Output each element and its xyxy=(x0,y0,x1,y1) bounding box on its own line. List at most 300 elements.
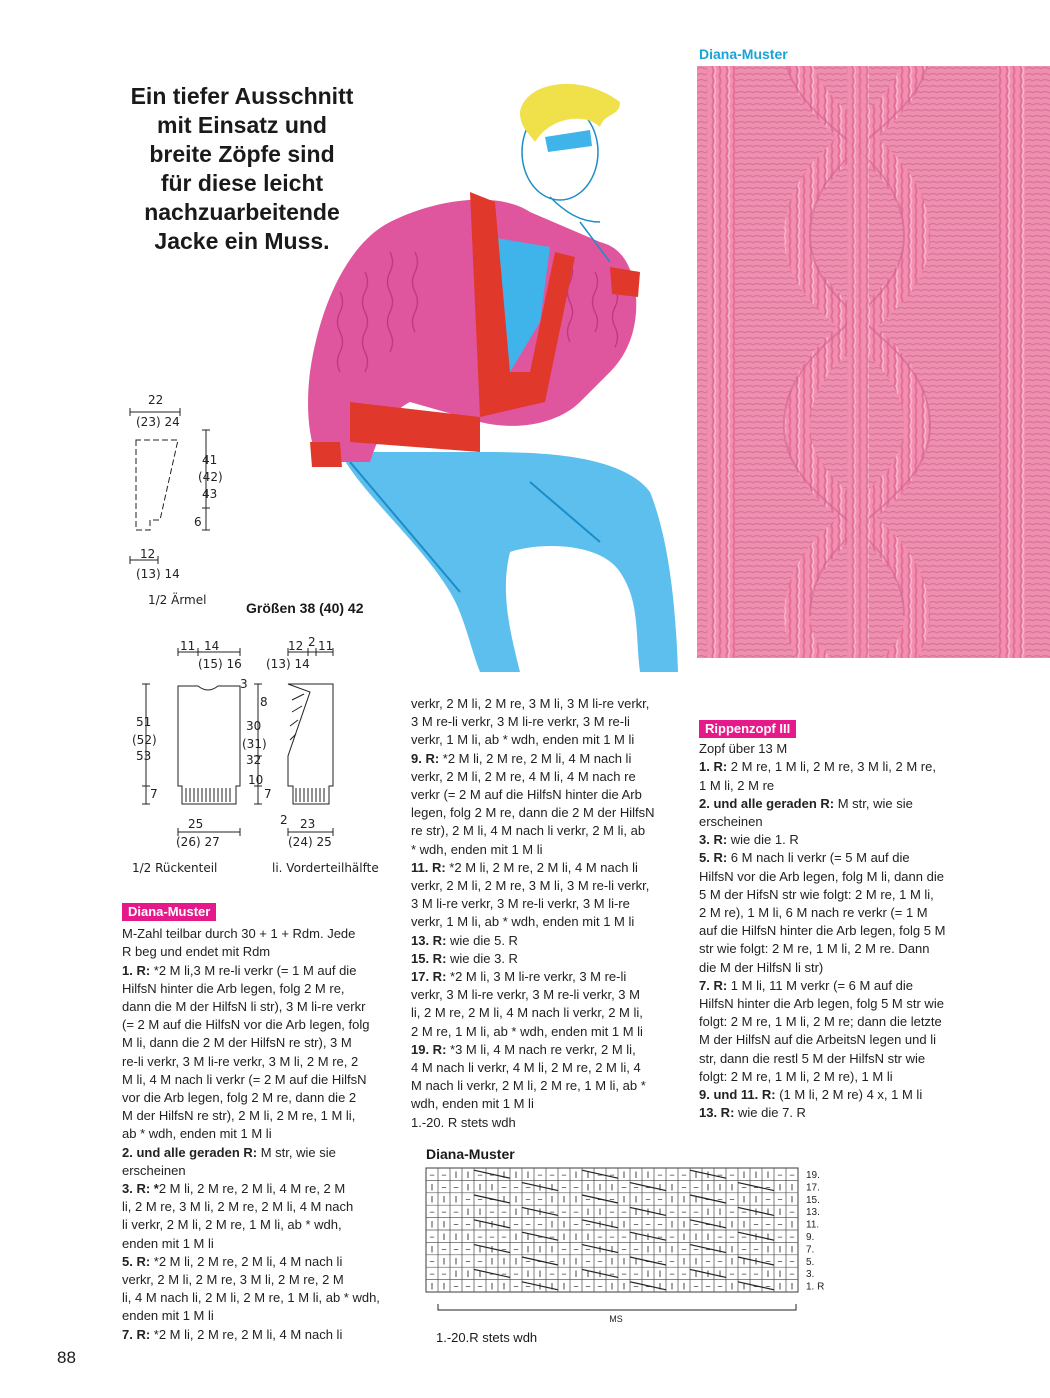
chart-cell-symbol: I xyxy=(634,1194,638,1205)
row-label: 7. R: xyxy=(122,1326,151,1342)
chart-cell-symbol: − xyxy=(549,1231,555,1242)
chart-cell-symbol: I xyxy=(586,1231,590,1242)
instruction-text: verkr (= 2 M auf die HilfsN hinter die Arb xyxy=(411,787,642,803)
row-label: 5. R: xyxy=(122,1253,151,1269)
chart-cell-symbol: I xyxy=(478,1182,482,1193)
sleeve-schematic-graphic xyxy=(118,390,248,610)
instruction-text: 1 M li, 11 M verkr (= 6 M auf die xyxy=(727,977,913,993)
chart-cell-symbol: I xyxy=(682,1219,686,1230)
chart-cell-symbol: I xyxy=(682,1256,686,1267)
chart-cell-symbol: I xyxy=(562,1194,566,1205)
headline-line: mit Einsatz und xyxy=(157,112,327,138)
instruction-text: wie die 1. R xyxy=(727,832,799,848)
instruction-text: * wdh, enden mit 1 M li xyxy=(411,841,543,857)
instruction-text: erscheinen xyxy=(122,1162,186,1178)
chart-cell-symbol: I xyxy=(430,1182,434,1193)
chart-cell-symbol: I xyxy=(562,1281,566,1292)
chart-cell-symbol: − xyxy=(765,1256,771,1267)
chart-cell-symbol: I xyxy=(682,1281,686,1292)
chart-cell-symbol: I xyxy=(454,1269,458,1280)
chart-cell-symbol: I xyxy=(634,1256,638,1267)
front-top-depth-label: 3 xyxy=(240,677,248,691)
instruction-text: M-Zahl teilbar durch 30 + 1 + Rdm. Jede xyxy=(122,926,356,942)
row-label: 2. und alle geraden R: xyxy=(122,1144,258,1160)
instructions-column-1 xyxy=(122,903,384,1344)
chart-row-label: 11. xyxy=(806,1219,820,1231)
chart-cell-symbol: I xyxy=(574,1256,578,1267)
instruction-text: M der HilfsN auf die ArbeitsN legen und li xyxy=(699,1032,937,1048)
instruction-text: *2 M li, 2 M re, 2 M li, 4 M nach li xyxy=(439,750,632,766)
chart-cell-symbol: − xyxy=(633,1219,639,1230)
chart-cell-symbol: I xyxy=(778,1207,782,1218)
instruction-line xyxy=(411,895,673,913)
chart-cell-symbol: − xyxy=(765,1194,771,1205)
chart-cell-symbol: I xyxy=(550,1281,554,1292)
instruction-text: verkr, 2 M li, 2 M re, 3 M li, 3 M re-li verkr, xyxy=(411,878,650,894)
chart-cell-symbol: − xyxy=(681,1169,687,1180)
chart-cell-symbol: I xyxy=(454,1256,458,1267)
row-label: 17. R: xyxy=(411,969,447,985)
chart-cell-symbol: − xyxy=(717,1256,723,1267)
row-label: 13. R: xyxy=(699,1105,735,1121)
chart-cell-symbol: − xyxy=(621,1269,627,1280)
instruction-text: verkr, 2 M li, 2 M re, 3 M li, 2 M re, 2 M xyxy=(122,1272,344,1288)
instruction-text: legen, folg 2 M re, dann die 2 M der HilfsN xyxy=(411,805,655,821)
chart-cell-symbol: − xyxy=(705,1244,711,1255)
chart-cell-symbol: I xyxy=(574,1231,578,1242)
chart-cell-symbol: − xyxy=(681,1269,687,1280)
instruction-line xyxy=(699,904,961,922)
instruction-text: M str, wie sie xyxy=(257,1144,336,1160)
chart-cell-symbol: I xyxy=(790,1281,794,1292)
chart-cell-symbol: − xyxy=(717,1281,723,1292)
chart-cell-symbol: − xyxy=(777,1169,783,1180)
chart-cell-symbol: − xyxy=(585,1244,591,1255)
chart-cell-symbol: I xyxy=(454,1231,458,1242)
instruction-line xyxy=(411,877,673,895)
instruction-text: M li, 4 M nach li verkr (= 2 M auf die HilfsN xyxy=(122,1071,367,1087)
sleeve-bottom-label: 12 xyxy=(140,547,156,561)
chart-cell-symbol: I xyxy=(634,1207,638,1218)
chart-cell-symbol: I xyxy=(442,1219,446,1230)
instruction-text: ab * wdh, enden mit 1 M li xyxy=(122,1126,272,1142)
chart-cell-symbol: − xyxy=(681,1207,687,1218)
instruction-text: str, dann die restl 5 M der HilfsN str wie xyxy=(699,1050,926,1066)
chart-cell-symbol: − xyxy=(597,1231,603,1242)
chart-cell-symbol: I xyxy=(778,1269,782,1280)
instruction-line xyxy=(411,731,673,749)
instruction-line xyxy=(411,750,673,768)
chart-cell-symbol: I xyxy=(490,1256,494,1267)
instruction-text: 3 M li-re verkr, 3 M re-li verkr, 3 M li-re xyxy=(411,896,630,912)
chart-cell-symbol: − xyxy=(705,1281,711,1292)
chart-cell-symbol: I xyxy=(478,1269,482,1280)
chart-cell-symbol: I xyxy=(454,1169,458,1180)
instruction-line xyxy=(699,1086,961,1104)
chart-cell-symbol: − xyxy=(753,1182,759,1193)
chart-cell-symbol: I xyxy=(430,1244,434,1255)
chart-cell-symbol: I xyxy=(538,1244,542,1255)
instruction-line xyxy=(699,795,961,813)
chart-cell-symbol: − xyxy=(453,1207,459,1218)
chart-cell-symbol: I xyxy=(550,1182,554,1193)
chart-cell-symbol: − xyxy=(693,1281,699,1292)
chart-cell-symbol: I xyxy=(610,1182,614,1193)
chart-cell-symbol: − xyxy=(465,1219,471,1230)
chart-cell-symbol: − xyxy=(453,1219,459,1230)
instruction-text: HilfsN hinter die Arb legen, folg 5 M str wie xyxy=(699,996,944,1012)
instruction-line xyxy=(122,1016,384,1034)
chart-cell-symbol: − xyxy=(777,1194,783,1205)
instruction-line xyxy=(411,932,673,950)
chart-cell-symbol: I xyxy=(754,1169,758,1180)
chart-cell-symbol: − xyxy=(525,1219,531,1230)
chart-cell-symbol: I xyxy=(646,1169,650,1180)
chart-cell-symbol: − xyxy=(717,1231,723,1242)
chart-cell-symbol: − xyxy=(765,1219,771,1230)
chart-cell-symbol: − xyxy=(441,1207,447,1218)
chart-cell-symbol: I xyxy=(658,1281,662,1292)
chart-cell-symbol: I xyxy=(670,1194,674,1205)
chart-cell-symbol: I xyxy=(718,1207,722,1218)
chart-cell-symbol: − xyxy=(573,1182,579,1193)
chart-cell-symbol: − xyxy=(681,1244,687,1255)
chart-cell-symbol: I xyxy=(742,1219,746,1230)
row-label: 3. R: xyxy=(699,832,728,848)
chart-cell-symbol: I xyxy=(574,1269,578,1280)
chart-cell-symbol: I xyxy=(610,1281,614,1292)
chart-cell-symbol: − xyxy=(597,1169,603,1180)
instruction-line xyxy=(699,995,961,1013)
chart-cell-symbol: I xyxy=(430,1194,434,1205)
chart-cell-symbol: I xyxy=(526,1169,530,1180)
instruction-text: li verkr, 2 M li, 2 M re, 1 M li, ab * wdh, xyxy=(122,1217,342,1233)
instruction-text: *2 M li, 2 M re, 2 M li, 4 M nach li xyxy=(150,1253,343,1269)
instruction-line xyxy=(122,1253,384,1271)
chart-cell-symbol: − xyxy=(669,1269,675,1280)
chart-cell-symbol: I xyxy=(766,1269,770,1280)
chart-cell-symbol: − xyxy=(609,1169,615,1180)
chart-cell-symbol: − xyxy=(429,1207,435,1218)
instruction-line xyxy=(699,940,961,958)
instruction-text: HilfsN hinter die Arb legen, folg 2 M re, xyxy=(122,980,345,996)
back-caption: 1/2 Rückenteil xyxy=(132,861,218,875)
chart-cell-symbol: − xyxy=(621,1231,627,1242)
chart-cell-symbol: I xyxy=(442,1256,446,1267)
chart-cell-symbol: I xyxy=(694,1169,698,1180)
chart-cell-symbol: I xyxy=(646,1207,650,1218)
chart-cell-symbol: I xyxy=(598,1182,602,1193)
chart-row-label: 17. xyxy=(806,1182,820,1194)
chart-cell-symbol: I xyxy=(622,1219,626,1230)
chart-cell-symbol: I xyxy=(478,1207,482,1218)
instruction-lines xyxy=(122,925,384,1344)
chart-row-label: 13. xyxy=(806,1207,820,1219)
chart-cell-symbol: − xyxy=(633,1182,639,1193)
chart-cell-symbol: I xyxy=(754,1207,758,1218)
chart-cell-symbol: − xyxy=(621,1182,627,1193)
chart-cell-symbol: − xyxy=(609,1194,615,1205)
chart-cell-symbol: − xyxy=(513,1244,519,1255)
chart-cell-symbol: I xyxy=(622,1281,626,1292)
chart-cell-symbol: − xyxy=(669,1231,675,1242)
instruction-line xyxy=(122,1235,384,1253)
repeat-label: MS xyxy=(609,1314,623,1324)
chart-cell-symbol: − xyxy=(489,1194,495,1205)
chart-cell-symbol: − xyxy=(513,1182,519,1193)
instruction-line xyxy=(699,922,961,940)
instruction-line xyxy=(122,1034,384,1052)
instruction-line xyxy=(122,998,384,1016)
chart-cell-symbol: I xyxy=(790,1244,794,1255)
instruction-text: enden mit 1 M li xyxy=(122,1235,214,1251)
instruction-line xyxy=(699,849,961,867)
chart-cell-symbol: − xyxy=(429,1231,435,1242)
instruction-text: erscheinen xyxy=(699,814,763,830)
chart-cell-symbol: − xyxy=(597,1194,603,1205)
back-width-label: 25 xyxy=(188,817,204,831)
front-caption: li. Vorderteilhälfte xyxy=(272,861,379,875)
instruction-lines xyxy=(699,740,961,1122)
sleeve-bottom-label-alt: (13) 14 xyxy=(136,567,180,581)
instruction-text: Zopf über 13 M xyxy=(699,741,788,757)
chart-cell-symbol: − xyxy=(465,1281,471,1292)
chart-cell-symbol: I xyxy=(502,1219,506,1230)
chart-cell-symbol: − xyxy=(477,1256,483,1267)
sleeve-top-label: 22 xyxy=(148,393,164,407)
instruction-line xyxy=(122,1307,384,1325)
chart-cell-symbol: I xyxy=(742,1169,746,1180)
front-top-b-label: 2 xyxy=(308,636,316,649)
instruction-text: verkr, 3 M li-re verkr, 3 M re-li verkr, 3 M xyxy=(411,987,640,1003)
front-neck-label: 8 xyxy=(260,695,268,709)
front-top-a-label-alt: (13) 14 xyxy=(266,657,310,671)
chart-cell-symbol: − xyxy=(741,1207,747,1218)
chart-cell-symbol: I xyxy=(586,1269,590,1280)
chart-cell-symbol: I xyxy=(718,1182,722,1193)
chart-cell-symbol: I xyxy=(550,1244,554,1255)
chart-cell-symbol: I xyxy=(514,1231,518,1242)
chart-cell-symbol: I xyxy=(442,1231,446,1242)
chart-cell-symbol: − xyxy=(609,1269,615,1280)
chart-cell-symbol: I xyxy=(562,1231,566,1242)
chart-cell-symbol: I xyxy=(586,1169,590,1180)
instruction-line xyxy=(411,1023,673,1041)
chart-cell-symbol: − xyxy=(537,1231,543,1242)
chart-cell-symbol: I xyxy=(442,1194,446,1205)
instruction-line xyxy=(699,1031,961,1049)
chart-cell-symbol: I xyxy=(754,1231,758,1242)
instruction-text: li, 2 M re, 2 M li, 4 M nach li verkr, 2 M li, xyxy=(411,1005,643,1021)
chart-cell-symbol: I xyxy=(670,1182,674,1193)
chart-cell-symbol: − xyxy=(573,1244,579,1255)
chart-cell-symbol: I xyxy=(742,1281,746,1292)
instruction-line xyxy=(411,1059,673,1077)
chart-cell-symbol: I xyxy=(478,1244,482,1255)
chart-cell-symbol: I xyxy=(622,1169,626,1180)
row-label: 3. R: * xyxy=(122,1181,159,1197)
chart-cell-symbol: I xyxy=(634,1231,638,1242)
instruction-lines xyxy=(411,695,673,1132)
chart-cell-symbol: I xyxy=(538,1281,542,1292)
chart-cell-symbol: − xyxy=(537,1194,543,1205)
chart-cell-symbol: − xyxy=(429,1269,435,1280)
instruction-text: 2 M re), 1 M li, 6 M nach re verkr (= 1 M xyxy=(699,905,928,921)
chart-cell-symbol: − xyxy=(597,1281,603,1292)
instruction-text: str wie folgt: 2 M re, 1 M li, 2 M re. Dann xyxy=(699,941,930,957)
chart-cell-symbol: I xyxy=(682,1194,686,1205)
row-label: 2. und alle geraden R: xyxy=(699,795,835,811)
chart-cell-symbol: − xyxy=(561,1207,567,1218)
chart-cell-symbol: I xyxy=(706,1182,710,1193)
chart-cell-symbol: − xyxy=(621,1244,627,1255)
chart-cell-symbol: I xyxy=(730,1244,734,1255)
instruction-text: (1 M li, 2 M re) 4 x, 1 M li xyxy=(775,1087,923,1103)
chart-cell-symbol: I xyxy=(514,1256,518,1267)
instruction-text: *2 M li, 3 M li-re verkr, 3 M re-li xyxy=(446,969,627,985)
chart-cell-symbol: − xyxy=(777,1219,783,1230)
row-label: 1. R: xyxy=(122,962,151,978)
instruction-text: vor die Arb legen, folg 2 M re, dann die 2 xyxy=(122,1090,357,1106)
chart-cell-symbol: − xyxy=(549,1269,555,1280)
chart-cell-symbol: − xyxy=(657,1169,663,1180)
chart-cell-symbol: − xyxy=(561,1244,567,1255)
chart-cell-symbol: I xyxy=(790,1182,794,1193)
row-label: 13. R: xyxy=(411,932,447,948)
instruction-text: auf die HilfsN hinter die Arb legen, folg 5 M xyxy=(699,923,946,939)
chart-cell-symbol: − xyxy=(705,1219,711,1230)
instruction-text: M nach li verkr, 2 M li, 2 M re, 1 M li, ab * xyxy=(411,1078,646,1094)
chart-cell-symbol: I xyxy=(526,1207,530,1218)
instructions-column-2 xyxy=(411,695,673,1132)
chart-cell-symbol: I xyxy=(502,1256,506,1267)
sleeve-cuff-label: 6 xyxy=(194,515,202,529)
row-label: 9. und 11. R: xyxy=(699,1087,776,1103)
chart-cell-symbol: − xyxy=(657,1231,663,1242)
instruction-line xyxy=(411,695,673,713)
instruction-text: folgt: 2 M re, 1 M li, 2 M re), 1 M li xyxy=(699,1068,893,1084)
chart-cell-symbol: I xyxy=(670,1281,674,1292)
chart-cell-symbol: I xyxy=(610,1256,614,1267)
front-bottom-b-label-alt: (24) 25 xyxy=(288,835,332,849)
instruction-text: R beg und endet mit Rdm xyxy=(122,944,271,960)
instruction-text: verkr, 2 M li, 2 M re, 3 M li, 3 M li-re verkr, xyxy=(411,696,650,711)
knit-swatch-image xyxy=(697,66,1050,658)
chart-cell-symbol: I xyxy=(538,1269,542,1280)
chart-cell-symbol: − xyxy=(585,1256,591,1267)
chart-cell-symbol: I xyxy=(694,1256,698,1267)
instruction-line xyxy=(122,1216,384,1234)
chart-cell-symbol: − xyxy=(741,1231,747,1242)
chart-cell-symbol: I xyxy=(490,1244,494,1255)
chart-cell-symbol: I xyxy=(574,1169,578,1180)
back-height-label-alt2: 53 xyxy=(136,749,152,763)
chart-cell-symbol: − xyxy=(585,1281,591,1292)
instruction-text: M li, dann die 2 M der HilfsN re str), 3 M xyxy=(122,1035,352,1051)
chart-cell-symbol: − xyxy=(645,1281,651,1292)
chart-cell-symbol: I xyxy=(682,1231,686,1242)
instruction-line xyxy=(699,977,961,995)
chart-cell-symbol: − xyxy=(777,1256,783,1267)
instruction-text: M der HilfsN re str), 2 M li, 2 M re, 1 M li, xyxy=(122,1108,356,1124)
chart-cell-symbol: I xyxy=(742,1194,746,1205)
chart-cell-symbol: I xyxy=(430,1219,434,1230)
chart-cell-symbol: I xyxy=(790,1194,794,1205)
back-height-label: 51 xyxy=(136,715,152,729)
chart-cell-symbol: I xyxy=(766,1231,770,1242)
fashion-illustration-graphic xyxy=(280,72,680,682)
chart-cell-symbol: I xyxy=(790,1219,794,1230)
instruction-line xyxy=(411,986,673,1004)
chart-cell-symbol: − xyxy=(789,1231,795,1242)
instruction-line xyxy=(411,913,673,931)
chart-cell-symbol: I xyxy=(538,1182,542,1193)
chart-cell-symbol: − xyxy=(633,1244,639,1255)
chart-cell-symbol: − xyxy=(489,1231,495,1242)
body-schematics-graphic xyxy=(128,636,388,880)
chart-cell-symbol: − xyxy=(525,1281,531,1292)
chart-cell-symbol: − xyxy=(537,1169,543,1180)
chart-cell-symbol: I xyxy=(502,1194,506,1205)
chart-cell-symbol: I xyxy=(778,1281,782,1292)
instruction-text: 2 M re, 1 M li, ab * wdh, enden mit 1 M li xyxy=(411,1023,643,1039)
instruction-text: enden mit 1 M li xyxy=(122,1308,214,1324)
chart-cell-symbol: − xyxy=(501,1182,507,1193)
chart-cell-symbol: − xyxy=(669,1169,675,1180)
chart-cell-symbol: I xyxy=(466,1182,470,1193)
chart-cell-symbol: − xyxy=(441,1182,447,1193)
instruction-line xyxy=(699,740,961,758)
chart-cell-symbol: − xyxy=(573,1207,579,1218)
instruction-line xyxy=(699,1104,961,1122)
chart-cell-symbol: − xyxy=(585,1219,591,1230)
chart-cell-symbol: − xyxy=(693,1219,699,1230)
chart-cell-symbol: − xyxy=(693,1207,699,1218)
chart-cell-symbol: − xyxy=(501,1207,507,1218)
instruction-text: 1.-20. R stets wdh xyxy=(411,1114,516,1130)
front-rib-label: 7 xyxy=(264,787,272,801)
chart-cell-symbol: I xyxy=(718,1219,722,1230)
chart-row-label: 7. xyxy=(806,1244,815,1256)
chart-cell-symbol: − xyxy=(633,1269,639,1280)
chart-cell-symbol: − xyxy=(633,1281,639,1292)
instruction-line xyxy=(122,1071,384,1089)
chart-cell-symbol: − xyxy=(621,1207,627,1218)
instruction-line xyxy=(411,968,673,986)
chart-cell-symbol: − xyxy=(585,1194,591,1205)
instruction-line xyxy=(411,822,673,840)
chart-cell-symbol: − xyxy=(441,1244,447,1255)
chart-cell-symbol: − xyxy=(441,1269,447,1280)
chart-cell-symbol: I xyxy=(694,1231,698,1242)
chart-row-label: 15. xyxy=(806,1194,820,1206)
front-bottom-a-label: 2 xyxy=(280,813,288,827)
chart-cell-symbol: I xyxy=(514,1207,518,1218)
row-label: 15. R: xyxy=(411,950,447,966)
front-bottom-b-label: 23 xyxy=(300,817,316,831)
chart-cell-symbol: I xyxy=(490,1219,494,1230)
row-label: 7. R: xyxy=(699,977,728,993)
chart-cell-symbol: − xyxy=(477,1281,483,1292)
instruction-text: li, 2 M re, 3 M li, 2 M re, 2 M li, 4 M nach xyxy=(122,1199,354,1215)
chart-cell-symbol: − xyxy=(741,1269,747,1280)
chart-cell-symbol: − xyxy=(729,1269,735,1280)
chart-cell-symbol: − xyxy=(777,1231,783,1242)
chart-cell-symbol: − xyxy=(753,1244,759,1255)
chart-cell-symbol: − xyxy=(501,1269,507,1280)
instruction-text: re-li verkr, 3 M li-re verkr, 3 M li, 2 M re, 2 xyxy=(122,1053,359,1069)
chart-cell-symbol: I xyxy=(718,1269,722,1280)
